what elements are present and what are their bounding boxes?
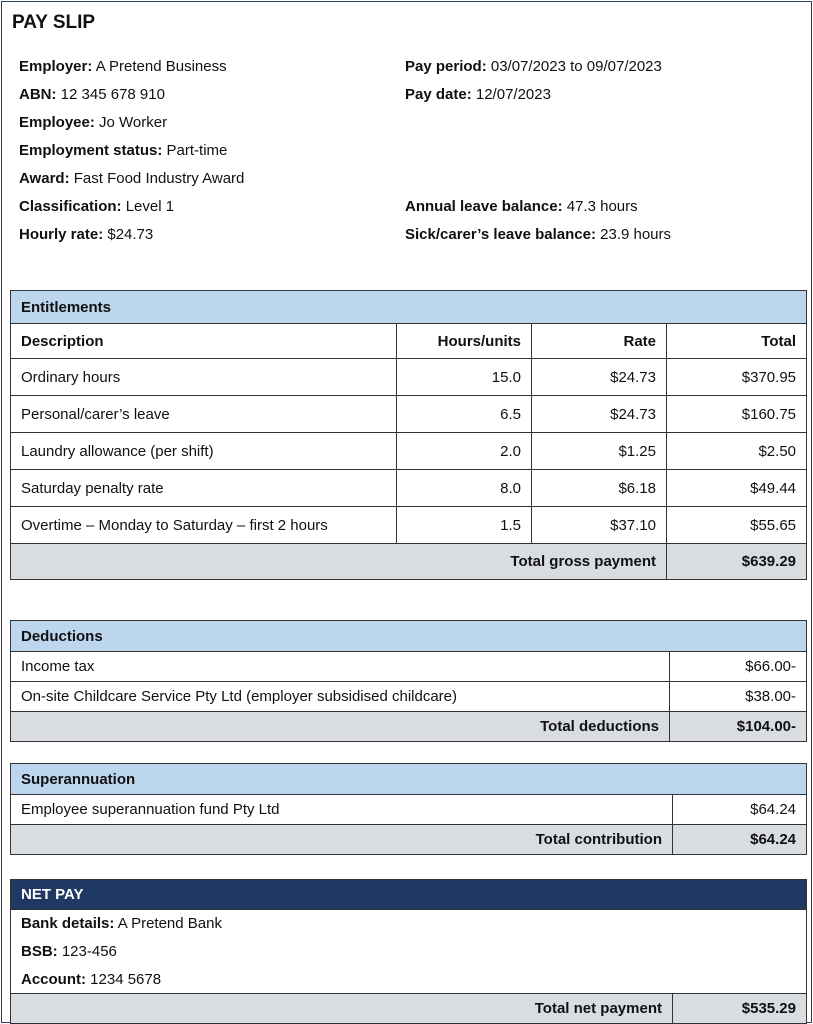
page-title: PAY SLIP xyxy=(12,12,96,33)
info-label: ABN: xyxy=(19,86,57,103)
info-value: 123-456 xyxy=(61,943,117,960)
cell-total: $2.50 xyxy=(667,433,807,470)
table-row xyxy=(11,507,807,544)
info-label: Employer: xyxy=(19,58,93,75)
column-header-total: Total xyxy=(667,324,807,359)
cell-description: Laundry allowance (per shift) xyxy=(11,433,397,470)
info-employer xyxy=(19,53,244,81)
superannuation-table xyxy=(10,763,807,855)
cell-description: On-site Childcare Service Pty Ltd (employer subsidised childcare) xyxy=(11,682,670,712)
total-net-label: Total net payment xyxy=(11,994,673,1024)
bsb xyxy=(11,938,807,966)
net-pay-table xyxy=(10,879,807,1024)
info-sick-leave xyxy=(405,221,671,249)
table-row xyxy=(11,652,807,682)
info-label: Pay period: xyxy=(405,58,487,75)
info-value: 03/07/2023 to 09/07/2023 xyxy=(490,58,662,75)
column-header-description: Description xyxy=(11,324,397,359)
cell-total: $55.65 xyxy=(667,507,807,544)
info-label: BSB: xyxy=(21,943,58,960)
cell-description: Overtime – Monday to Saturday – first 2 hours xyxy=(11,507,397,544)
info-label: Annual leave balance: xyxy=(405,198,563,215)
table-row xyxy=(11,470,807,507)
cell-total: $49.44 xyxy=(667,470,807,507)
employee-info xyxy=(19,53,244,249)
deductions-heading: Deductions xyxy=(11,621,807,652)
info-label: Award: xyxy=(19,170,70,187)
cell-rate: $24.73 xyxy=(532,396,667,433)
table-row xyxy=(11,795,807,825)
cell-description: Ordinary hours xyxy=(11,359,397,396)
table-row xyxy=(11,359,807,396)
cell-amount: $66.00- xyxy=(670,652,807,682)
cell-total: $370.95 xyxy=(667,359,807,396)
info-label: Classification: xyxy=(19,198,122,215)
info-label: Sick/carer’s leave balance: xyxy=(405,226,596,243)
deductions-table xyxy=(10,620,807,742)
info-label: Bank details: xyxy=(21,915,115,933)
bank-details xyxy=(11,910,807,938)
info-value: Jo Worker xyxy=(99,114,168,131)
table-row xyxy=(11,433,807,470)
cell-hours: 6.5 xyxy=(397,396,532,433)
cell-total: $160.75 xyxy=(667,396,807,433)
info-label: Account: xyxy=(21,970,86,988)
cell-hours: 8.0 xyxy=(397,470,532,507)
total-contribution-label: Total contribution xyxy=(11,825,673,855)
cell-hours: 15.0 xyxy=(397,359,532,396)
info-value: Level 1 xyxy=(125,198,175,215)
total-row xyxy=(11,825,807,855)
info-award xyxy=(19,165,244,193)
bank-details-row xyxy=(11,910,807,938)
cell-rate: $37.10 xyxy=(532,507,667,544)
cell-description: Saturday penalty rate xyxy=(11,470,397,507)
info-label: Pay date: xyxy=(405,86,472,103)
info-value: Part-time xyxy=(166,142,228,159)
total-gross-label: Total gross payment xyxy=(11,544,667,580)
total-gross-value: $639.29 xyxy=(667,544,807,580)
info-value: $24.73 xyxy=(107,226,154,243)
table-row xyxy=(11,682,807,712)
column-header-hours: Hours/units xyxy=(397,324,532,359)
cell-description: Personal/carer’s leave xyxy=(11,396,397,433)
info-value: 12/07/2023 xyxy=(475,86,551,103)
column-header-rate: Rate xyxy=(532,324,667,359)
info-abn xyxy=(19,81,244,109)
info-value: 1234 5678 xyxy=(90,970,162,988)
total-contribution-value: $64.24 xyxy=(673,825,807,855)
cell-hours: 1.5 xyxy=(397,507,532,544)
leave-balance-info xyxy=(405,193,671,249)
cell-description: Income tax xyxy=(11,652,670,682)
info-label: Employment status: xyxy=(19,142,163,159)
info-pay-date xyxy=(405,81,662,109)
cell-amount: $38.00- xyxy=(670,682,807,712)
cell-hours: 2.0 xyxy=(397,433,532,470)
total-row xyxy=(11,544,807,580)
info-value: 23.9 hours xyxy=(600,226,672,243)
info-value: Fast Food Industry Award xyxy=(73,170,245,187)
info-label: Hourly rate: xyxy=(19,226,104,243)
total-deductions-value: $104.00- xyxy=(670,712,807,742)
info-pay-period xyxy=(405,53,662,81)
info-hourly-rate xyxy=(19,221,244,249)
cell-rate: $1.25 xyxy=(532,433,667,470)
info-value: 12 345 678 910 xyxy=(60,86,165,103)
entitlements-table xyxy=(10,290,807,580)
info-annual-leave xyxy=(405,193,671,221)
net-pay-heading: NET PAY xyxy=(11,880,807,910)
info-employment-status xyxy=(19,137,244,165)
cell-amount: $64.24 xyxy=(673,795,807,825)
pay-slip-page xyxy=(1,1,812,1023)
entitlements-heading: Entitlements xyxy=(11,291,807,324)
info-employee xyxy=(19,109,244,137)
info-label: Employee: xyxy=(19,114,95,131)
total-row xyxy=(11,712,807,742)
info-value: 47.3 hours xyxy=(566,198,638,215)
total-deductions-label: Total deductions xyxy=(11,712,670,742)
info-classification xyxy=(19,193,244,221)
info-value: A Pretend Business xyxy=(95,58,227,75)
cell-description: Employee superannuation fund Pty Ltd xyxy=(11,795,673,825)
table-row xyxy=(11,396,807,433)
superannuation-heading: Superannuation xyxy=(11,764,807,795)
bsb-row xyxy=(11,938,807,966)
info-value: A Pretend Bank xyxy=(117,915,222,933)
total-row xyxy=(11,994,807,1024)
total-net-value: $535.29 xyxy=(673,994,807,1024)
cell-rate: $6.18 xyxy=(532,470,667,507)
account xyxy=(11,966,807,994)
pay-period-info xyxy=(405,53,662,109)
account-row xyxy=(11,966,807,994)
cell-rate: $24.73 xyxy=(532,359,667,396)
